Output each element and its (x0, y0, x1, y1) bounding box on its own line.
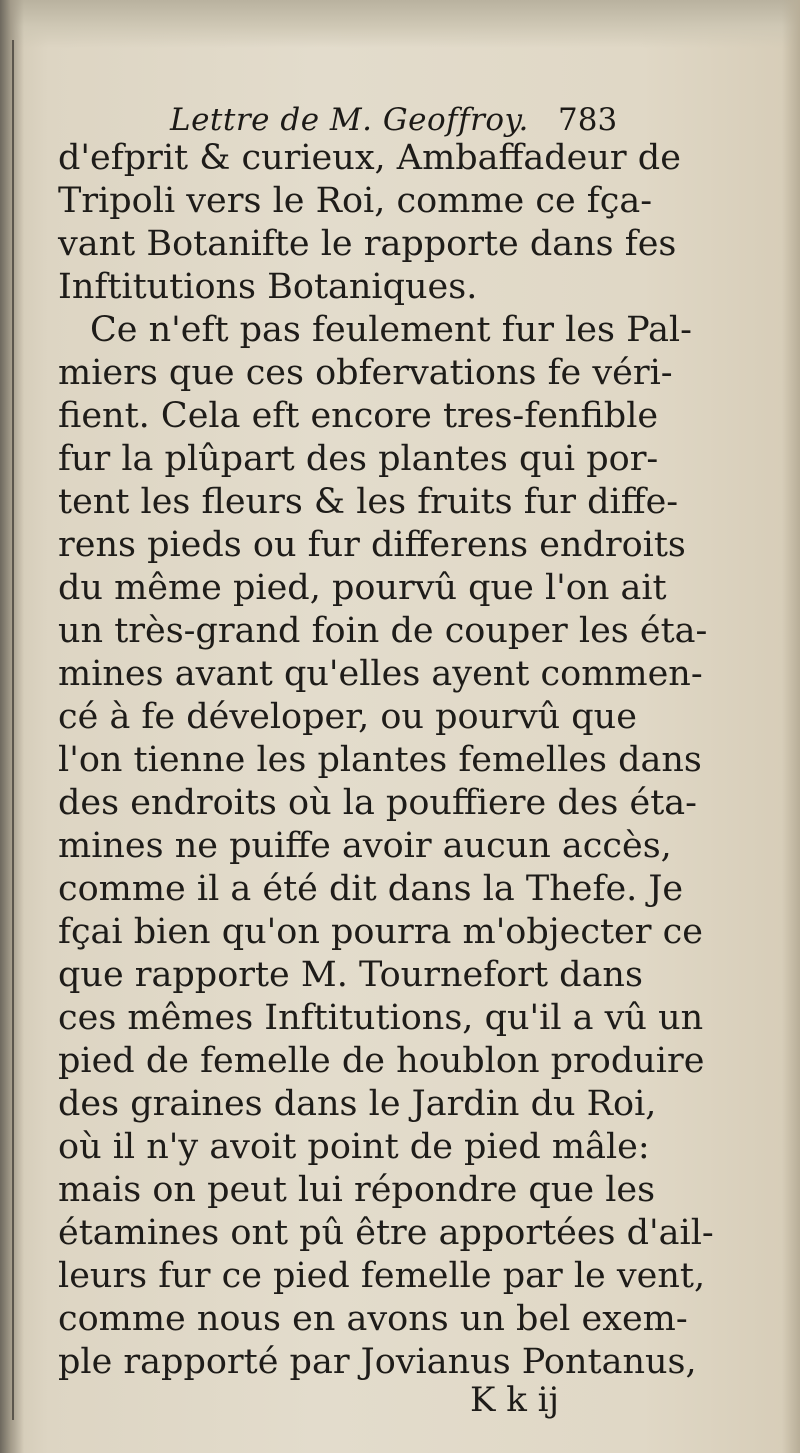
binding-shadow-line (12, 40, 14, 1420)
text-line: mines avant qu'elles ayent commen- (58, 654, 703, 694)
text-line: mines ne puiffe avoir aucun accès, (58, 826, 672, 866)
text-line: cé à fe déveloper, ou pourvû que (58, 697, 637, 737)
text-line: comme il a été dit dans la Thefe. Je (58, 869, 684, 909)
text-line: leurs fur ce pied femelle par le vent, (58, 1256, 706, 1296)
page-number: 783 (558, 102, 618, 138)
text-line: ces mêmes Inftitutions, qu'il a vû un (58, 998, 704, 1038)
text-line: pied de femelle de houblon produire (58, 1041, 705, 1081)
text-line: un très-grand foin de couper les éta- (58, 611, 708, 651)
text-line: l'on tienne les plantes femelles dans (58, 740, 702, 780)
text-line: que rapporte M. Tournefort dans (58, 955, 643, 995)
text-line: ple rapporté par Jovianus Pontanus, (58, 1342, 697, 1382)
text-line: mais on peut lui répondre que les (58, 1170, 656, 1210)
text-line: fçai bien qu'on pourra m'objecter ce (58, 912, 703, 952)
page-top-edge (0, 0, 800, 48)
text-line: Tripoli vers le Roi, comme ce fça- (58, 181, 653, 221)
text-line: des graines dans le Jardin du Roi, (58, 1084, 657, 1124)
text-line: des endroits où la pouffiere des éta- (58, 783, 697, 823)
text-line: où il n'y avoit point de pied mâle: (58, 1127, 650, 1167)
text-line: comme nous en avons un bel exem- (58, 1299, 688, 1339)
text-line: vant Botanifte le rapporte dans fes (58, 224, 677, 264)
text-line: miers que ces obfervations fe véri- (58, 353, 673, 393)
text-line: du même pied, pourvû que l'on ait (58, 568, 667, 608)
text-line: Inftitutions Botaniques. (58, 267, 478, 307)
text-line: étamines ont pû être apportées d'ail- (58, 1213, 714, 1253)
text-line: fient. Cela eft encore tres-fenfible (58, 396, 659, 436)
text-line: d'efprit & curieux, Ambaffadeur de (58, 138, 681, 178)
signature-mark: K k ij (470, 1380, 560, 1420)
page-right-edge (782, 0, 800, 1453)
text-line: tent les fleurs & les fruits fur diffe- (58, 482, 679, 522)
text-line: rens pieds ou fur differens endroits (58, 525, 686, 565)
running-title: Lettre de M. Geoffroy. (170, 102, 529, 138)
text-line: fur la plûpart des plantes qui por- (58, 439, 659, 479)
paragraph-start-line: Ce n'eft pas feulement fur les Pal- (90, 310, 692, 350)
